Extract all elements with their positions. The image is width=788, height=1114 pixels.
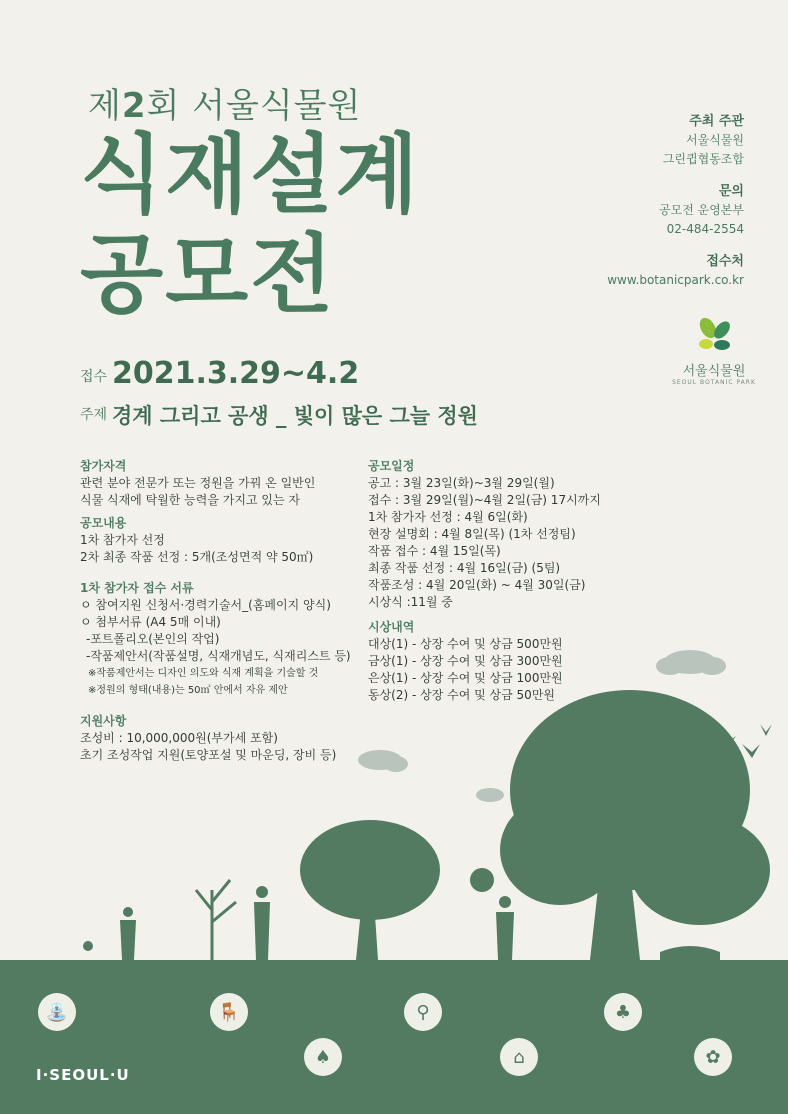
theme-value: 경계 그리고 공생 _ 빛이 많은 그늘 정원 xyxy=(112,404,478,428)
award-line: 은상(1) - 상장 수여 및 상금 100만원 xyxy=(368,671,563,685)
chair-icon: 🪑 xyxy=(210,993,248,1031)
host-info xyxy=(663,112,744,169)
docs-heading: 1차 참가자 접수 서류 xyxy=(80,581,194,595)
lamp-icon: ⚲ xyxy=(404,993,442,1031)
botanic-logo-sub: SEOUL BOTANIC PARK xyxy=(672,379,756,386)
award-line: 대상(1) - 상장 수여 및 상금 500만원 xyxy=(368,637,563,651)
awards-heading: 시상내역 xyxy=(368,620,415,634)
host-line: 서울식물원 xyxy=(686,133,744,147)
schedule-line: 공고 : 3월 23일(화)~3월 29일(월) xyxy=(368,476,555,490)
contact-info xyxy=(659,182,744,239)
contact-line: 공모전 운영본부 xyxy=(659,203,744,217)
content-heading: 공모내용 xyxy=(80,516,127,530)
content-line: 1차 참가자 선정 xyxy=(80,533,165,547)
qual-heading: 참가자격 xyxy=(80,459,127,473)
support-line: 초기 조성작업 지원(토양포설 및 마운딩, 장비 등) xyxy=(80,748,337,762)
award-line: 동상(2) - 상장 수여 및 상금 50만원 xyxy=(368,688,555,702)
title-line1: 식재설계 xyxy=(80,125,421,225)
support-line: 조성비 : 10,000,000원(부가세 포함) xyxy=(80,731,278,745)
schedule-line: 작품조성 : 4월 20일(화) ~ 4월 30일(금) xyxy=(368,578,586,592)
title-line2: 공모전 xyxy=(80,225,336,325)
website-link[interactable]: www.botanicpark.co.kr xyxy=(607,273,744,287)
schedule-heading: 공모일정 xyxy=(368,459,415,473)
schedule-line: 1차 참가자 선정 : 4월 6일(화) xyxy=(368,510,528,524)
botanic-logo xyxy=(664,316,764,386)
schedule-line: 시상식 :11월 중 xyxy=(368,595,453,609)
event-subtitle: 제2회 서울식물원 xyxy=(88,86,362,126)
watering-can-icon: ⛲ xyxy=(38,993,76,1031)
contact-line: 02-484-2554 xyxy=(666,222,744,236)
docs-note: ※정원의 형태(내용)는 50㎡ 안에서 자유 제안 xyxy=(88,685,288,696)
qual-line: 식물 식재에 탁월한 능력을 가지고 있는 자 xyxy=(80,493,300,507)
theme-label: 주제 xyxy=(80,407,108,423)
host-heading: 주최 주관 xyxy=(689,114,744,129)
content-line: 2차 최종 작품 선정 : 5개(조성면적 약 50㎡) xyxy=(80,550,314,564)
garden-icon: ✿ xyxy=(694,1038,732,1076)
schedule-line: 현장 설명회 : 4월 8일(목) (1차 선정팀) xyxy=(368,527,576,541)
date-value: 2021.3.29~4.2 xyxy=(112,356,360,391)
submit-info xyxy=(607,252,744,290)
schedule-line: 접수 : 3월 29일(월)~4월 2일(금) 17시까지 xyxy=(368,493,601,507)
qual-line: 관련 분야 전문가 또는 정원을 가꿔 온 일반인 xyxy=(80,476,316,490)
garden-illustration xyxy=(0,640,788,970)
host-line: 그린큅협동조합 xyxy=(662,152,744,166)
tree-pot-icon: ♣ xyxy=(604,993,642,1031)
botanic-logo-name: 서울식물원 xyxy=(682,364,746,379)
schedule-line: 작품 접수 : 4월 15일(목) xyxy=(368,544,501,558)
docs-note: ※작품제안서는 디자인 의도와 식재 계획을 기술할 것 xyxy=(88,668,319,679)
ground-band xyxy=(0,960,788,1114)
docs-line: ㅇ 참여지원 신청서·경력기술서_(홈페이지 양식) xyxy=(80,598,331,612)
docs-line: -포트폴리오(본인의 작업) xyxy=(86,632,220,646)
schedule-line: 최종 작품 선정 : 4월 16일(금) (5팀) xyxy=(368,561,561,575)
date-label: 접수 xyxy=(80,369,108,385)
contact-heading: 문의 xyxy=(718,184,744,199)
botanic-logo-icon xyxy=(692,316,736,356)
award-line: 금상(1) - 상장 수여 및 상금 300만원 xyxy=(368,654,563,668)
docs-line: -작품제안서(작품설명, 식재개념도, 식재리스트 등) xyxy=(86,649,351,663)
docs-line: ㅇ 첨부서류 (A4 5매 이내) xyxy=(80,615,221,629)
submit-heading: 접수처 xyxy=(706,254,744,269)
iseoulu-logo: I·SEOUL·U xyxy=(36,1066,130,1084)
support-heading: 지원사항 xyxy=(80,714,127,728)
bench-tree-icon: ♠ xyxy=(304,1038,342,1076)
greenhouse-icon: ⌂ xyxy=(500,1038,538,1076)
